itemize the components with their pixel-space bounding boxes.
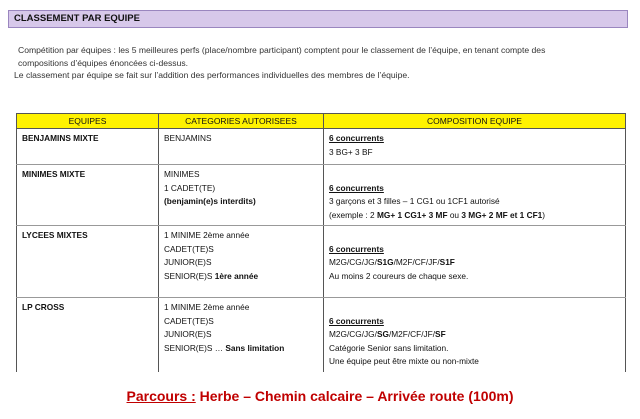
table-row bbox=[17, 226, 626, 298]
intro-line-2: compositions d’équipes énoncées ci-dessus. bbox=[18, 57, 189, 68]
team-categories bbox=[159, 129, 324, 165]
table-header-row bbox=[17, 114, 626, 129]
parcours-line bbox=[0, 388, 640, 404]
team-composition bbox=[324, 165, 626, 226]
composition-line: M2G/CG/JG/S1G/M2F/CF/JF/S1F bbox=[329, 257, 455, 267]
parcours-label: Parcours : bbox=[126, 388, 196, 404]
composition-title: 6 concurrents bbox=[329, 243, 384, 254]
composition-line: Catégorie Senior sans limitation. bbox=[329, 342, 449, 353]
category-line: 1 MINIME 2ème année bbox=[164, 230, 250, 240]
team-categories bbox=[159, 298, 324, 372]
parcours-text: Herbe – Chemin calcaire – Arrivée route (100m) bbox=[195, 388, 514, 404]
category-line: (benjamin(e)s interdits) bbox=[164, 196, 256, 206]
composition-line: 3 BG+ 3 BF bbox=[329, 146, 373, 157]
composition-title: 6 concurrents bbox=[329, 182, 384, 193]
composition-line: M2G/CG/JG/SG/M2F/CF/JF/SF bbox=[329, 329, 446, 339]
team-table bbox=[16, 113, 626, 372]
composition-line: Au moins 2 coureurs de chaque sexe. bbox=[329, 270, 469, 281]
table-row bbox=[17, 129, 626, 165]
section-title: CLASSEMENT PAR EQUIPE bbox=[8, 10, 628, 28]
table-row bbox=[17, 298, 626, 372]
header-categories: CATEGORIES AUTORISEES bbox=[159, 114, 324, 129]
category-line: JUNIOR(E)S bbox=[164, 329, 212, 339]
composition-example: (exemple : 2 MG+ 1 CG1+ 3 MF ou 3 MG+ 2 MF et 1 CF1) bbox=[329, 209, 546, 220]
category-line: CADET(TE)S bbox=[164, 315, 214, 326]
header-equipes: EQUIPES bbox=[17, 114, 159, 129]
composition-line: Une équipe peut être mixte ou non-mixte bbox=[329, 356, 479, 366]
composition-title: 6 concurrents bbox=[329, 133, 384, 143]
team-composition bbox=[324, 298, 626, 372]
team-categories bbox=[159, 226, 324, 298]
header-composition: COMPOSITION EQUIPE bbox=[324, 114, 626, 129]
category-line: 1 MINIME 2ème année bbox=[164, 302, 250, 312]
team-categories bbox=[159, 165, 324, 226]
team-composition bbox=[324, 226, 626, 298]
team-name: LYCEES MIXTES bbox=[17, 226, 159, 298]
table-row bbox=[17, 165, 626, 226]
team-composition bbox=[324, 129, 626, 165]
category-line: SENIOR(E)S 1ère année bbox=[164, 270, 259, 281]
category-line: JUNIOR(E)S bbox=[164, 257, 212, 267]
category-line: 1 CADET(TE) bbox=[164, 182, 216, 193]
intro-text bbox=[14, 44, 624, 82]
category-line: SENIOR(E)S … Sans limitation bbox=[164, 342, 285, 353]
category-line: CADET(TE)S bbox=[164, 243, 214, 254]
team-name: BENJAMINS MIXTE bbox=[17, 129, 159, 165]
composition-line: 3 garçons et 3 filles – 1 CG1 ou 1CF1 autorisé bbox=[329, 196, 500, 206]
team-name: LP CROSS bbox=[17, 298, 159, 372]
category-line: BENJAMINS bbox=[164, 133, 212, 143]
intro-line-3: Le classement par équipe se fait sur l’addition des performances individuelles des membres de l’équipe. bbox=[14, 70, 410, 80]
team-name: MINIMES MIXTE bbox=[17, 165, 159, 226]
intro-line-1: Compétition par équipes : les 5 meilleures perfs (place/nombre participant) comptent pour le classement de l’équipe, en tenant compte des bbox=[18, 45, 546, 55]
category-line: MINIMES bbox=[164, 169, 200, 179]
composition-title: 6 concurrents bbox=[329, 315, 384, 326]
